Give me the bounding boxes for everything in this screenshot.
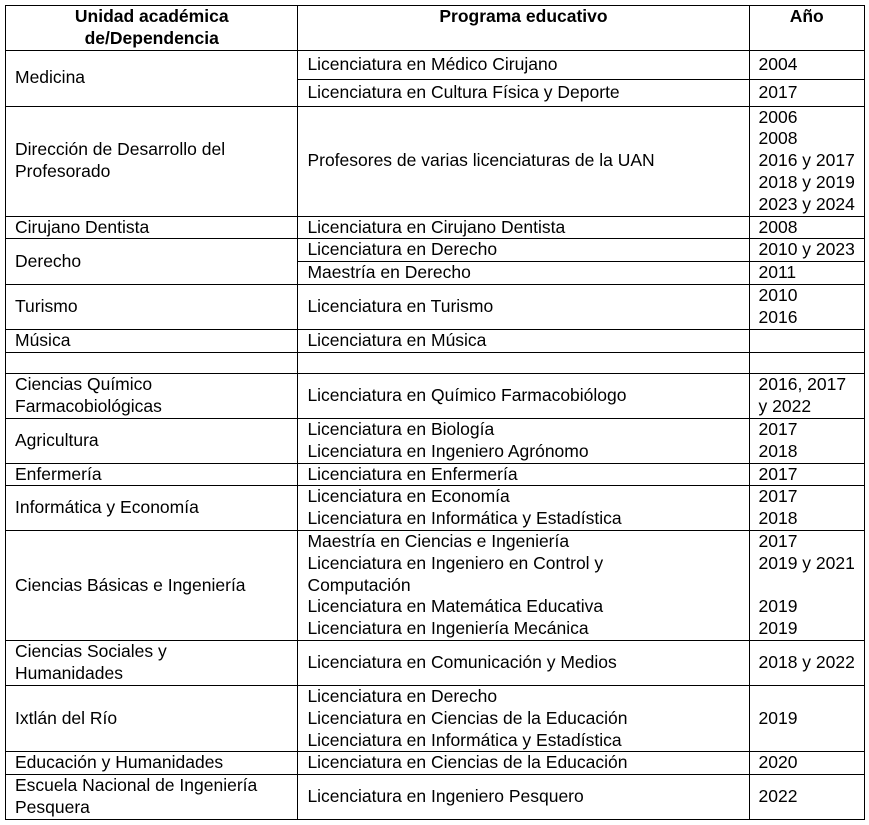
program-cell xyxy=(298,752,749,775)
year-cell xyxy=(749,262,864,285)
year-item xyxy=(759,575,855,597)
program-cell xyxy=(298,285,749,330)
year-item: 2017 xyxy=(758,463,798,484)
unit-cell xyxy=(6,752,298,775)
table-row xyxy=(6,216,865,239)
year-cell xyxy=(749,50,864,79)
year-item: 2010 y 2023 xyxy=(758,239,855,260)
year-item: 2016 y 2017 xyxy=(758,150,855,171)
program-item: Licenciatura en Matemática Educativa xyxy=(307,596,604,617)
unit-text: Educación y Humanidades xyxy=(15,752,224,773)
unit-text: Escuela Nacional de Ingeniería Pesquera xyxy=(15,775,258,817)
unit-text: Ciencias Sociales y Humanidades xyxy=(15,641,167,683)
unit-cell xyxy=(6,352,298,373)
year-item: 2017 xyxy=(758,486,798,507)
program-cell xyxy=(298,106,749,216)
unit-text: Ciencias Químico Farmacobiológicas xyxy=(15,374,162,416)
year-item: 2019 xyxy=(758,707,798,728)
unit-cell xyxy=(6,330,298,353)
header-unit: Unidad académica de/Dependencia xyxy=(6,6,298,51)
program-item: Licenciatura en Ciencias de la Educación xyxy=(307,752,628,773)
table-row xyxy=(6,530,865,640)
program-item: Licenciatura en Ingeniero Agrónomo xyxy=(307,440,589,461)
program-item: Licenciatura en Ingeniería Mecánica xyxy=(307,618,589,639)
program-item: Maestría en Derecho xyxy=(307,262,471,283)
program-cell xyxy=(298,216,749,239)
table-row xyxy=(6,373,865,418)
unit-text: Derecho xyxy=(15,250,82,271)
table-row xyxy=(6,775,865,820)
unit-cell xyxy=(6,285,298,330)
program-cell xyxy=(298,463,749,486)
program-item: Maestría en Ciencias e Ingeniería xyxy=(307,530,570,551)
year-item: 2023 y 2024 xyxy=(758,193,855,214)
unit-text: Dirección de Desarrollo del Profesorado xyxy=(15,139,226,182)
year-cell xyxy=(749,330,864,353)
table-row xyxy=(6,640,865,685)
table-row xyxy=(6,418,865,463)
unit-text: Enfermería xyxy=(15,463,102,484)
unit-text: Informática y Economía xyxy=(15,497,199,518)
program-item: Licenciatura en Derecho xyxy=(307,239,498,260)
unit-text: Ciencias Básicas e Ingeniería xyxy=(15,574,246,595)
table-row xyxy=(6,752,865,775)
year-item: 2017 xyxy=(758,530,798,551)
year-cell xyxy=(749,239,864,262)
year-item: 2018 y 2022 xyxy=(758,652,855,673)
unit-cell xyxy=(6,373,298,418)
program-item: Profesores de varias licenciaturas de la UAN xyxy=(307,150,655,171)
year-cell xyxy=(749,285,864,330)
table-row xyxy=(6,685,865,751)
year-cell xyxy=(749,685,864,751)
year-item: 2018 y 2019 xyxy=(758,171,855,192)
program-cell xyxy=(298,530,749,640)
program-cell xyxy=(298,239,749,262)
program-cell xyxy=(298,262,749,285)
year-item: 2010 xyxy=(758,285,798,306)
year-item: 2018 xyxy=(758,440,798,461)
year-item: 2017 xyxy=(758,81,798,102)
year-cell xyxy=(749,418,864,463)
program-item: Licenciatura en Ingeniero en Control y Computación xyxy=(307,552,604,595)
program-item: Licenciatura en Derecho xyxy=(307,685,498,706)
program-cell xyxy=(298,330,749,353)
year-item: 2017 xyxy=(758,418,798,439)
header-row xyxy=(6,6,865,51)
header-program: Programa educativo xyxy=(298,6,749,51)
year-item: 2020 xyxy=(758,752,798,773)
program-cell xyxy=(298,486,749,531)
year-item: 2006 xyxy=(758,106,798,127)
year-cell xyxy=(749,463,864,486)
program-item: Licenciatura en Cultura Física y Deporte xyxy=(307,81,620,102)
program-cell xyxy=(298,373,749,418)
year-cell xyxy=(749,79,864,106)
unit-cell xyxy=(6,418,298,463)
unit-cell xyxy=(6,640,298,685)
program-item: Licenciatura en Informática y Estadística xyxy=(307,508,622,529)
table-row xyxy=(6,239,865,262)
year-item: 2016 xyxy=(758,307,798,328)
programs-table xyxy=(5,5,865,820)
unit-text: Ixtlán del Río xyxy=(15,707,118,728)
year-cell xyxy=(749,775,864,820)
program-cell xyxy=(298,352,749,373)
year-item: 2008 xyxy=(758,128,798,149)
program-cell xyxy=(298,640,749,685)
table-row xyxy=(6,352,865,373)
year-item: 2019 y 2021 xyxy=(758,552,855,573)
program-item: Licenciatura en Químico Farmacobiólogo xyxy=(307,385,627,406)
year-cell xyxy=(749,640,864,685)
unit-cell xyxy=(6,530,298,640)
program-item: Licenciatura en Comunicación y Medios xyxy=(307,652,617,673)
program-item: Licenciatura en Turismo xyxy=(307,296,494,317)
year-cell xyxy=(749,106,864,216)
unit-cell xyxy=(6,106,298,216)
year-cell xyxy=(749,530,864,640)
table-row xyxy=(6,463,865,486)
unit-text: Turismo xyxy=(15,296,78,317)
program-cell xyxy=(298,685,749,751)
year-cell xyxy=(749,373,864,418)
unit-text: Agricultura xyxy=(15,429,99,450)
unit-cell xyxy=(6,775,298,820)
program-cell xyxy=(298,50,749,79)
unit-cell xyxy=(6,486,298,531)
program-item: Licenciatura en Médico Cirujano xyxy=(307,53,558,74)
unit-cell xyxy=(6,685,298,751)
program-cell xyxy=(298,79,749,106)
program-item: Licenciatura en Ingeniero Pesquero xyxy=(307,786,584,807)
unit-text: Cirujano Dentista xyxy=(15,216,150,237)
program-item: Licenciatura en Informática y Estadística xyxy=(307,729,622,750)
program-item: Licenciatura en Biología xyxy=(307,418,495,439)
table-row xyxy=(6,285,865,330)
year-item: 2008 xyxy=(758,216,798,237)
unit-text: Medicina xyxy=(15,67,86,88)
program-item: Licenciatura en Ciencias de la Educación xyxy=(307,707,628,728)
year-cell xyxy=(749,352,864,373)
year-item: 2004 xyxy=(758,53,798,74)
unit-cell xyxy=(6,463,298,486)
header-year: Año xyxy=(749,6,864,51)
table-row xyxy=(6,486,865,531)
year-cell xyxy=(749,216,864,239)
year-item: 2022 xyxy=(758,786,798,807)
table-row xyxy=(6,50,865,79)
unit-text: Música xyxy=(15,330,71,351)
unit-cell xyxy=(6,50,298,106)
program-item: Licenciatura en Música xyxy=(307,330,487,351)
year-item: 2019 xyxy=(758,596,798,617)
unit-cell xyxy=(6,239,298,285)
unit-cell xyxy=(6,216,298,239)
year-item: 2011 xyxy=(758,262,797,283)
program-item: Licenciatura en Enfermería xyxy=(307,463,518,484)
table-row xyxy=(6,330,865,353)
year-cell xyxy=(749,486,864,531)
year-item: 2016, 2017 y 2022 xyxy=(758,374,847,416)
table-row xyxy=(6,106,865,216)
year-item: 2018 xyxy=(758,508,798,529)
program-cell xyxy=(298,775,749,820)
program-item: Licenciatura en Economía xyxy=(307,486,510,507)
program-cell xyxy=(298,418,749,463)
year-item: 2019 xyxy=(758,618,798,639)
year-cell xyxy=(749,752,864,775)
program-item: Licenciatura en Cirujano Dentista xyxy=(307,216,566,237)
